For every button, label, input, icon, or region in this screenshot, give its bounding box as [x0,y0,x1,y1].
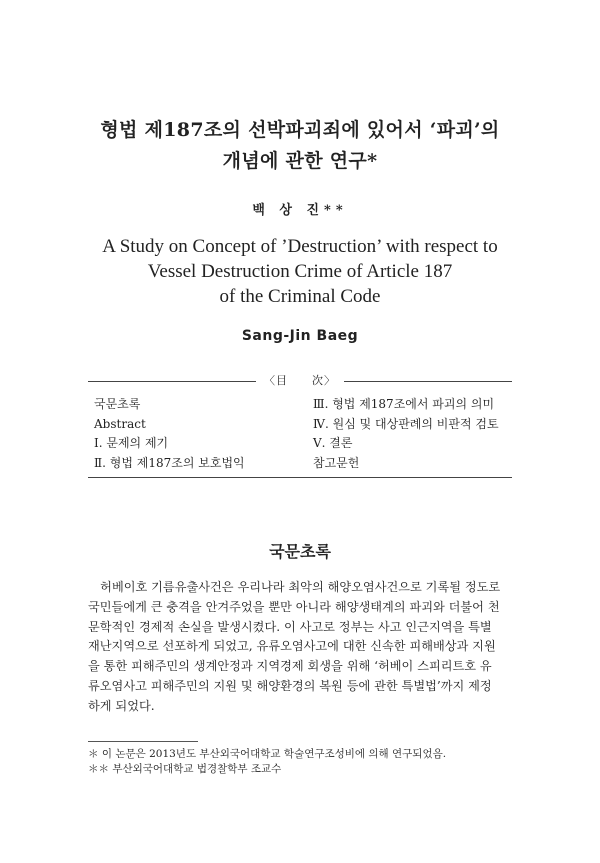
abstract-line: 하게 되었다. [88,698,155,713]
footnote-affiliation: ＊＊ 부산외국어대학교 법경찰학부 조교수 [88,763,282,775]
toc-item: Ⅱ. 형법 제187조의 보호법익 [94,455,245,470]
toc-item: Ⅰ. 문제의 제기 [94,436,169,450]
footnote-funding: ＊ 이 논문은 2013년도 부산외국어대학교 학술연구조성비에 의해 연구되었음. [88,748,447,760]
korean-author: 백 상 진** [252,203,348,218]
toc-item: 국문초록 [94,397,141,411]
toc-left-column [94,395,245,473]
toc-item: Ⅳ. 원심 및 대상판례의 비판적 검토 [313,416,499,431]
english-title-line-1: A Study on Concept of ’Destruction’ with respect to [102,236,498,257]
abstract-line: 재난지역으로 선포하게 되었고, 유류오염사고에 대한 신속한 피해배상과 지원 [88,639,496,654]
english-title-line-2: Vessel Destruction Crime of Article 187 [147,261,453,282]
abstract-line: 문학적인 경제적 손실을 발생시켰다. 이 사고로 정부는 사고 인근지역을 특별 [88,619,492,634]
abstract-line: 류오염사고 피해주민의 지원 및 해양환경의 복원 등에 관한 특별법’까지 제정 [88,678,492,693]
toc-item: Abstract [94,416,146,431]
korean-title-line-1: 형법 제187조의 선박파괴죄에 있어서 ‘파괴’의 [100,119,500,141]
english-author: Sang-Jin Baeg [241,328,359,344]
english-title-line-3: of the Criminal Code [219,286,381,307]
abstract-heading: 국문초록 [269,542,331,561]
table-of-contents [88,374,512,478]
abstract-line: 허베이호 기름유출사건은 우리나라 최악의 해양오염사건으로 기록될 정도로 [88,580,501,594]
toc-item: Ⅲ. 형법 제187조에서 파괴의 의미 [313,397,495,411]
abstract-line: 을 통한 피해주민의 생계안정과 지역경제 회생을 위해 ‘허베이 스피리트호 유 [88,659,492,674]
toc-heading: 〈目 次〉 [88,373,512,389]
footnotes [88,747,512,777]
toc-item: Ⅴ. 결론 [313,436,353,450]
toc-item: 참고문헌 [313,455,360,470]
toc-right-column [313,395,499,473]
footnote-divider [88,741,198,742]
korean-title-line-2: 개념에 관한 연구* [222,150,378,172]
abstract-line: 국민들에게 큰 충격을 안겨주었을 뿐만 아니라 해양생태계의 파괴와 더불어 천 [88,599,500,614]
abstract-body [88,578,512,717]
